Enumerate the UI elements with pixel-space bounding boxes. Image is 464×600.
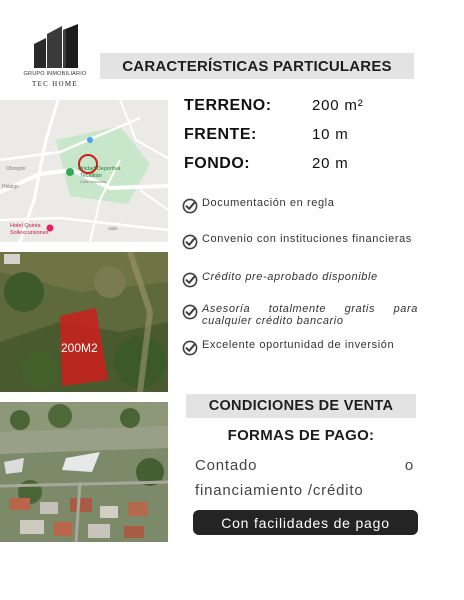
spec-label: TERRENO: <box>184 97 272 114</box>
aerial-city-photo <box>0 402 168 542</box>
feature-text: Excelente oportunidad de inversión <box>202 339 395 351</box>
map-label: Hidalgo <box>2 184 19 190</box>
section-title-conditions: CONDICIONES DE VENTA <box>186 394 416 418</box>
feature-item <box>182 272 418 288</box>
spec-value: 10 m <box>312 126 349 143</box>
check-circle-icon <box>182 304 198 320</box>
spec-value: 200 m² <box>312 97 364 114</box>
location-map <box>0 100 168 242</box>
payment-methods-title: FORMAS DE PAGO: <box>227 427 375 444</box>
feature-item <box>182 304 418 327</box>
company-logo <box>18 20 92 90</box>
feature-text: Documentación en regla <box>202 197 335 209</box>
map-label: Valle <box>108 226 118 231</box>
spec-label: FRENTE: <box>184 126 257 143</box>
check-circle-icon <box>182 234 198 250</box>
spec-row-terreno <box>184 97 424 126</box>
lot-label: 200M2 <box>61 341 98 355</box>
check-circle-icon <box>182 272 198 288</box>
spec-value: 20 m <box>312 155 349 172</box>
spec-label: FONDO: <box>184 155 251 172</box>
feature-item <box>182 198 418 214</box>
specs-list <box>184 97 424 184</box>
map-label: Calle Maclovio <box>80 179 107 184</box>
section-title-characteristics: CARACTERÍSTICAS PARTICULARES <box>100 53 414 79</box>
spec-row-fondo <box>184 155 424 184</box>
feature-text: Asesoría totalmente gratis para cualquier crédito bancario <box>202 303 418 327</box>
payment-option-cash: Contado <box>195 457 258 474</box>
check-circle-icon <box>182 340 198 356</box>
feature-item <box>182 234 418 250</box>
map-label: Obregón <box>6 166 26 172</box>
logo-subtitle: GRUPO INMOBILIARIO <box>23 71 87 77</box>
payment-facilities-badge: Con facilidades de pago <box>193 510 418 535</box>
payment-line-1 <box>195 457 414 474</box>
payment-option-financing: financiamiento /crédito <box>195 482 364 499</box>
map-label: Unidad Deportiva <box>78 166 121 172</box>
spec-row-frente <box>184 126 424 155</box>
feature-text: Crédito pre-aprobado disponible <box>202 271 378 283</box>
aerial-lot-photo <box>0 252 168 392</box>
map-label: Tecaltlán <box>80 173 102 179</box>
payment-connector: o <box>404 457 414 474</box>
map-label: Sollexcursiones <box>10 230 49 236</box>
building-logo-icon <box>30 24 82 68</box>
feature-item <box>182 340 418 356</box>
map-label: Hotel Quinta <box>10 223 41 229</box>
check-circle-icon <box>182 198 198 214</box>
feature-text: Convenio con instituciones financieras <box>202 233 412 245</box>
logo-name: TEC HOME <box>32 80 78 88</box>
